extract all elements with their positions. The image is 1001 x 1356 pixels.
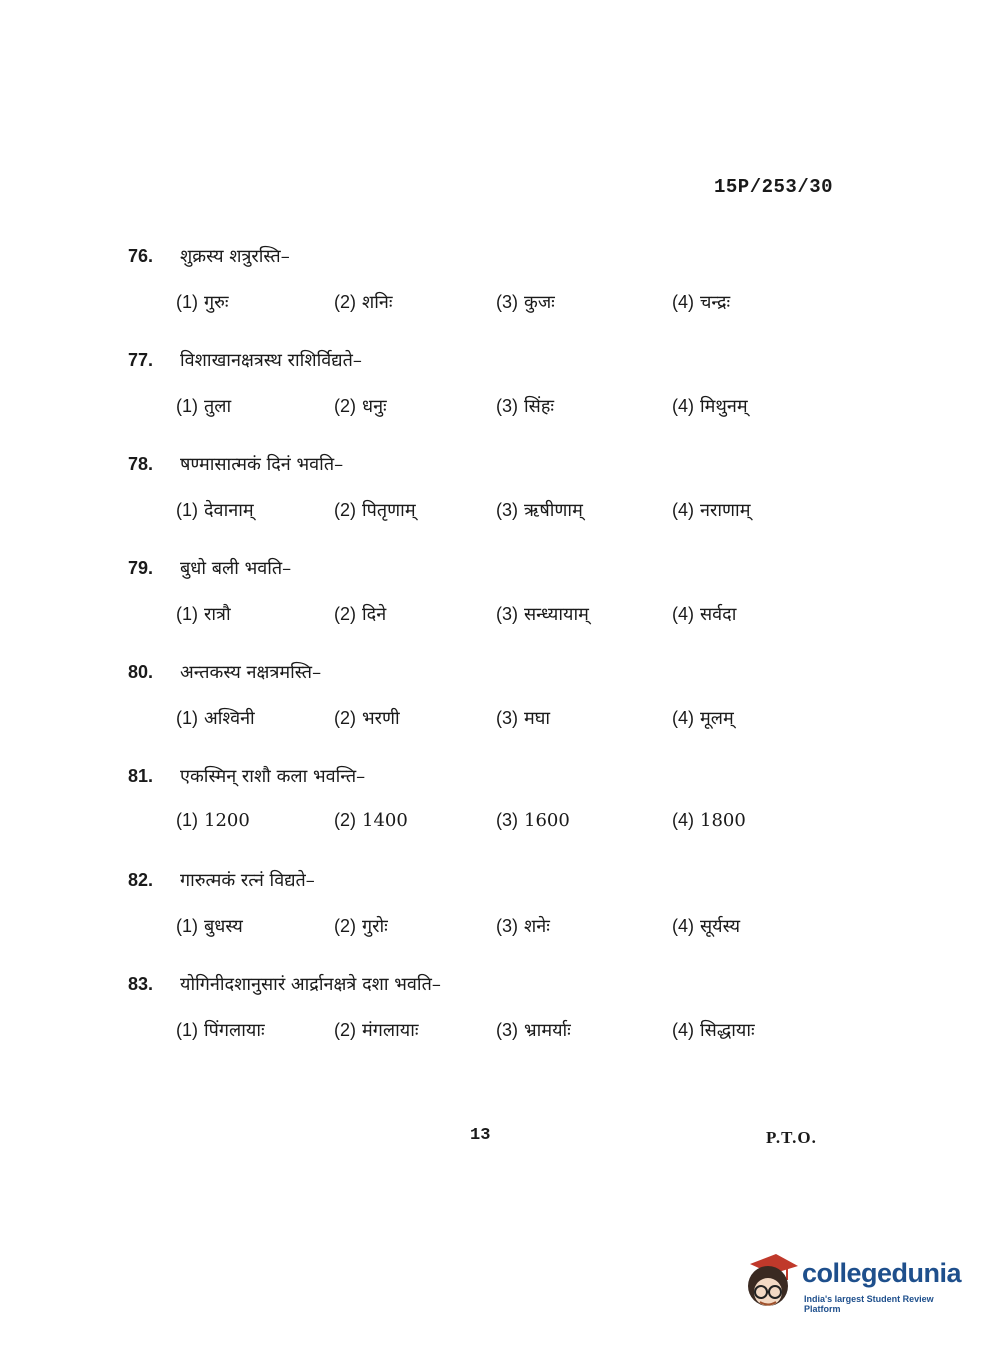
option-number: (1) (176, 916, 198, 936)
option-row (128, 706, 848, 730)
answer-option (176, 602, 334, 626)
answer-option (176, 1018, 334, 1042)
answer-option (672, 290, 802, 314)
answer-option (176, 290, 334, 314)
option-number: (1) (176, 292, 198, 312)
option-number: (2) (334, 396, 356, 416)
question-header (128, 868, 848, 908)
answer-option (334, 810, 496, 831)
option-number: (4) (672, 916, 694, 936)
question-text: विशाखानक्षत्रस्थ राशिर्विद्यते– (180, 350, 362, 371)
option-number: (4) (672, 1020, 694, 1040)
option-text: 1600 (524, 810, 570, 831)
paper-code: 15P/253/30 (714, 176, 834, 198)
option-number: (1) (176, 396, 198, 416)
brand-name: collegedunia (802, 1258, 962, 1288)
question-number: 80. (128, 662, 154, 682)
answer-option (496, 914, 672, 938)
question-header (128, 348, 848, 388)
answer-option (496, 498, 672, 522)
question-number: 76. (128, 246, 154, 266)
option-text: भरणी (362, 708, 400, 729)
option-number: (1) (176, 1020, 198, 1040)
answer-option (672, 914, 802, 938)
question-item (128, 764, 848, 868)
answer-option (176, 498, 334, 522)
option-row (128, 810, 848, 831)
question-number: 77. (128, 350, 154, 370)
option-text: नराणाम् (700, 500, 751, 521)
option-text: सिंहः (524, 396, 555, 417)
answer-option (672, 1018, 802, 1042)
option-text: धनुः (362, 396, 387, 417)
question-number: 83. (128, 974, 154, 994)
option-row (128, 914, 848, 938)
option-text: भ्रामर्याः (524, 1020, 571, 1041)
option-number: (3) (496, 708, 518, 728)
option-number: (1) (176, 810, 198, 830)
brand-tagline: India's largest Student Review Platform (804, 1294, 934, 1314)
answer-option (334, 914, 496, 938)
option-number: (3) (496, 1020, 518, 1040)
answer-option (334, 498, 496, 522)
option-number: (2) (334, 1020, 356, 1040)
option-number: (4) (672, 500, 694, 520)
answer-option (176, 914, 334, 938)
option-text: बुधस्य (204, 916, 243, 937)
answer-option (672, 810, 802, 831)
question-text: योगिनीदशानुसारं आर्द्रानक्षत्रे दशा भवति– (180, 974, 441, 995)
answer-option (496, 1018, 672, 1042)
question-item (128, 556, 848, 660)
question-item (128, 868, 848, 972)
question-header (128, 556, 848, 596)
option-number: (3) (496, 916, 518, 936)
option-text: गुरोः (362, 916, 388, 937)
option-text: मघा (524, 708, 551, 729)
option-number: (3) (496, 396, 518, 416)
question-item (128, 244, 848, 348)
question-header (128, 244, 848, 284)
option-number: (3) (496, 810, 518, 830)
option-number: (3) (496, 292, 518, 312)
option-text: शनिः (362, 292, 393, 313)
question-text: षण्मासात्मकं दिनं भवति– (180, 454, 344, 475)
question-item (128, 660, 848, 764)
option-text: चन्द्रः (700, 292, 731, 313)
option-text: तुला (204, 396, 232, 417)
option-number: (1) (176, 604, 198, 624)
option-text: सूर्यस्य (700, 916, 741, 937)
option-text: पितृणाम् (362, 500, 416, 521)
option-text: सर्वदा (700, 604, 737, 625)
option-text: सन्ध्यायाम् (524, 604, 589, 625)
option-text: दिने (362, 604, 387, 625)
option-number: (3) (496, 500, 518, 520)
answer-option (334, 602, 496, 626)
question-text: बुधो बली भवति– (180, 558, 292, 579)
option-text: 1800 (700, 810, 746, 831)
option-text: अश्विनी (204, 708, 255, 729)
option-text: देवानाम् (204, 500, 254, 521)
option-row (128, 1018, 848, 1042)
answer-option (496, 602, 672, 626)
answer-option (672, 602, 802, 626)
answer-option (496, 706, 672, 730)
answer-option (496, 394, 672, 418)
option-number: (2) (334, 916, 356, 936)
option-text: मिथुनम् (700, 396, 748, 417)
option-text: गुरुः (204, 292, 229, 313)
option-number: (4) (672, 292, 694, 312)
question-header (128, 660, 848, 700)
option-number: (4) (672, 708, 694, 728)
answer-option (334, 1018, 496, 1042)
question-item (128, 348, 848, 452)
option-text: शनेः (524, 916, 550, 937)
option-text: रात्रौ (204, 604, 231, 625)
option-text: 1200 (204, 810, 250, 831)
option-number: (4) (672, 396, 694, 416)
question-header (128, 972, 848, 1012)
question-text: शुक्रस्य शत्रुरस्ति– (180, 246, 290, 267)
collegedunia-watermark (742, 1252, 972, 1312)
mascot-logo-icon (742, 1252, 800, 1310)
question-number: 78. (128, 454, 154, 474)
question-header (128, 764, 848, 804)
question-list (128, 244, 848, 1076)
question-text: एकस्मिन् राशौ कला भवन्ति– (180, 766, 366, 787)
option-row (128, 602, 848, 626)
option-number: (3) (496, 604, 518, 624)
option-text: मंगलायाः (362, 1020, 419, 1041)
answer-option (496, 290, 672, 314)
option-number: (4) (672, 810, 694, 830)
option-number: (2) (334, 708, 356, 728)
question-item (128, 452, 848, 556)
option-row (128, 394, 848, 418)
option-text: 1400 (362, 810, 408, 831)
answer-option (334, 706, 496, 730)
option-row (128, 498, 848, 522)
pto-label: P.T.O. (766, 1128, 817, 1147)
answer-option (672, 706, 802, 730)
answer-option (672, 394, 802, 418)
option-row (128, 290, 848, 314)
question-text: अन्तकस्य नक्षत्रमस्ति– (180, 662, 322, 683)
option-text: मूलम् (700, 708, 734, 729)
option-number: (2) (334, 500, 356, 520)
answer-option (672, 498, 802, 522)
answer-option (176, 706, 334, 730)
option-number: (1) (176, 708, 198, 728)
question-number: 81. (128, 766, 154, 786)
option-text: पिंगलायाः (204, 1020, 265, 1041)
answer-option (334, 290, 496, 314)
answer-option (176, 810, 334, 831)
question-item (128, 972, 848, 1076)
answer-option (496, 810, 672, 831)
answer-option (334, 394, 496, 418)
option-text: कुजः (524, 292, 555, 313)
page-number: 13 (470, 1126, 491, 1145)
option-text: ऋषीणाम् (524, 500, 583, 521)
option-number: (2) (334, 604, 356, 624)
question-text: गारुत्मकं रत्नं विद्यते– (180, 870, 315, 891)
option-number: (2) (334, 292, 356, 312)
option-number: (4) (672, 604, 694, 624)
answer-option (176, 394, 334, 418)
question-header (128, 452, 848, 492)
option-text: सिद्धायाः (700, 1020, 755, 1041)
question-number: 79. (128, 558, 154, 578)
option-number: (2) (334, 810, 356, 830)
question-number: 82. (128, 870, 154, 890)
option-number: (1) (176, 500, 198, 520)
